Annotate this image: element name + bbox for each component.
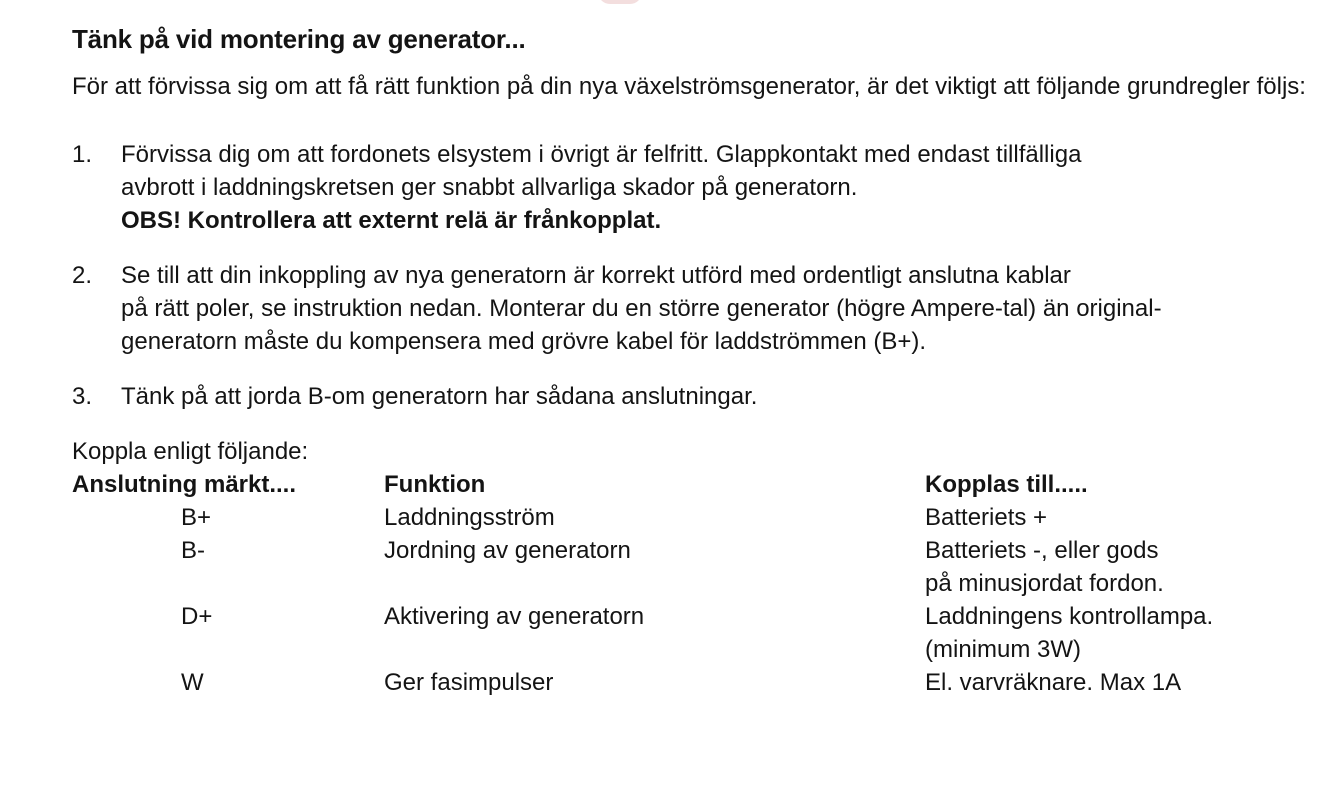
document-page	[72, 22, 1312, 699]
rule-item	[72, 380, 1312, 413]
connection-destination: Laddningens kontrollampa. (minimum 3W)	[925, 603, 1214, 663]
rule-text: Se till att din inkoppling av nya generatorn är korrekt utförd med ordentligt anslutna kablar på rätt poler, se instruktion nedan. Monterar du en större generator (högre Ampere-tal) än original- generatorn måste du kompensera med grövre kabel för laddströmmen (B+).	[121, 262, 1162, 355]
header-connection: Anslutning märkt....	[72, 471, 297, 498]
connection-mark: B-	[181, 537, 205, 564]
rule-number: 3.	[72, 383, 93, 410]
rules-list	[72, 138, 1312, 413]
rule-number: 2.	[72, 262, 93, 289]
intro-paragraph: För att förvissa sig om att få rätt funktion på din nya växelströmsgenerator, är det viktigt att följande grundregler följs:	[72, 73, 1306, 100]
connection-destination: Batteriets +	[925, 504, 1048, 531]
connection-function: Ger fasimpulser	[384, 669, 554, 696]
table-header-row	[72, 468, 1312, 501]
table-row	[72, 600, 1312, 666]
rule-number: 1.	[72, 141, 93, 168]
table-row	[72, 666, 1312, 699]
header-function: Funktion	[384, 471, 486, 498]
rule-item	[72, 138, 1312, 237]
table-row	[72, 501, 1312, 534]
rule-warning-note: OBS! Kontrollera att externt relä är frånkopplat.	[121, 207, 662, 234]
rule-item	[72, 259, 1312, 358]
connection-table	[72, 468, 1312, 699]
connection-function: Aktivering av generatorn	[384, 603, 645, 630]
connection-destination: El. varvräknare. Max 1A	[925, 669, 1182, 696]
connection-destination: Batteriets -, eller gods på minusjordat fordon.	[925, 537, 1164, 597]
connection-mark: B+	[181, 504, 212, 531]
connection-function: Laddningsström	[384, 504, 555, 531]
rule-text: Förvissa dig om att fordonets elsystem i övrigt är felfritt. Glappkontakt med endast tillfälliga avbrott i laddningskretsen ger snabbt allvarliga skador på generatorn.	[121, 141, 1082, 201]
connection-mark: D+	[181, 603, 213, 630]
header-destination: Kopplas till.....	[925, 471, 1088, 498]
top-decoration	[598, 0, 642, 4]
connection-mark: W	[181, 669, 204, 696]
connection-function: Jordning av generatorn	[384, 537, 631, 564]
document-title: Tänk på vid montering av generator...	[72, 24, 526, 54]
table-intro: Koppla enligt följande:	[72, 438, 309, 465]
rule-text: Tänk på att jorda B-om generatorn har sådana anslutningar.	[121, 383, 758, 410]
table-row	[72, 534, 1312, 600]
